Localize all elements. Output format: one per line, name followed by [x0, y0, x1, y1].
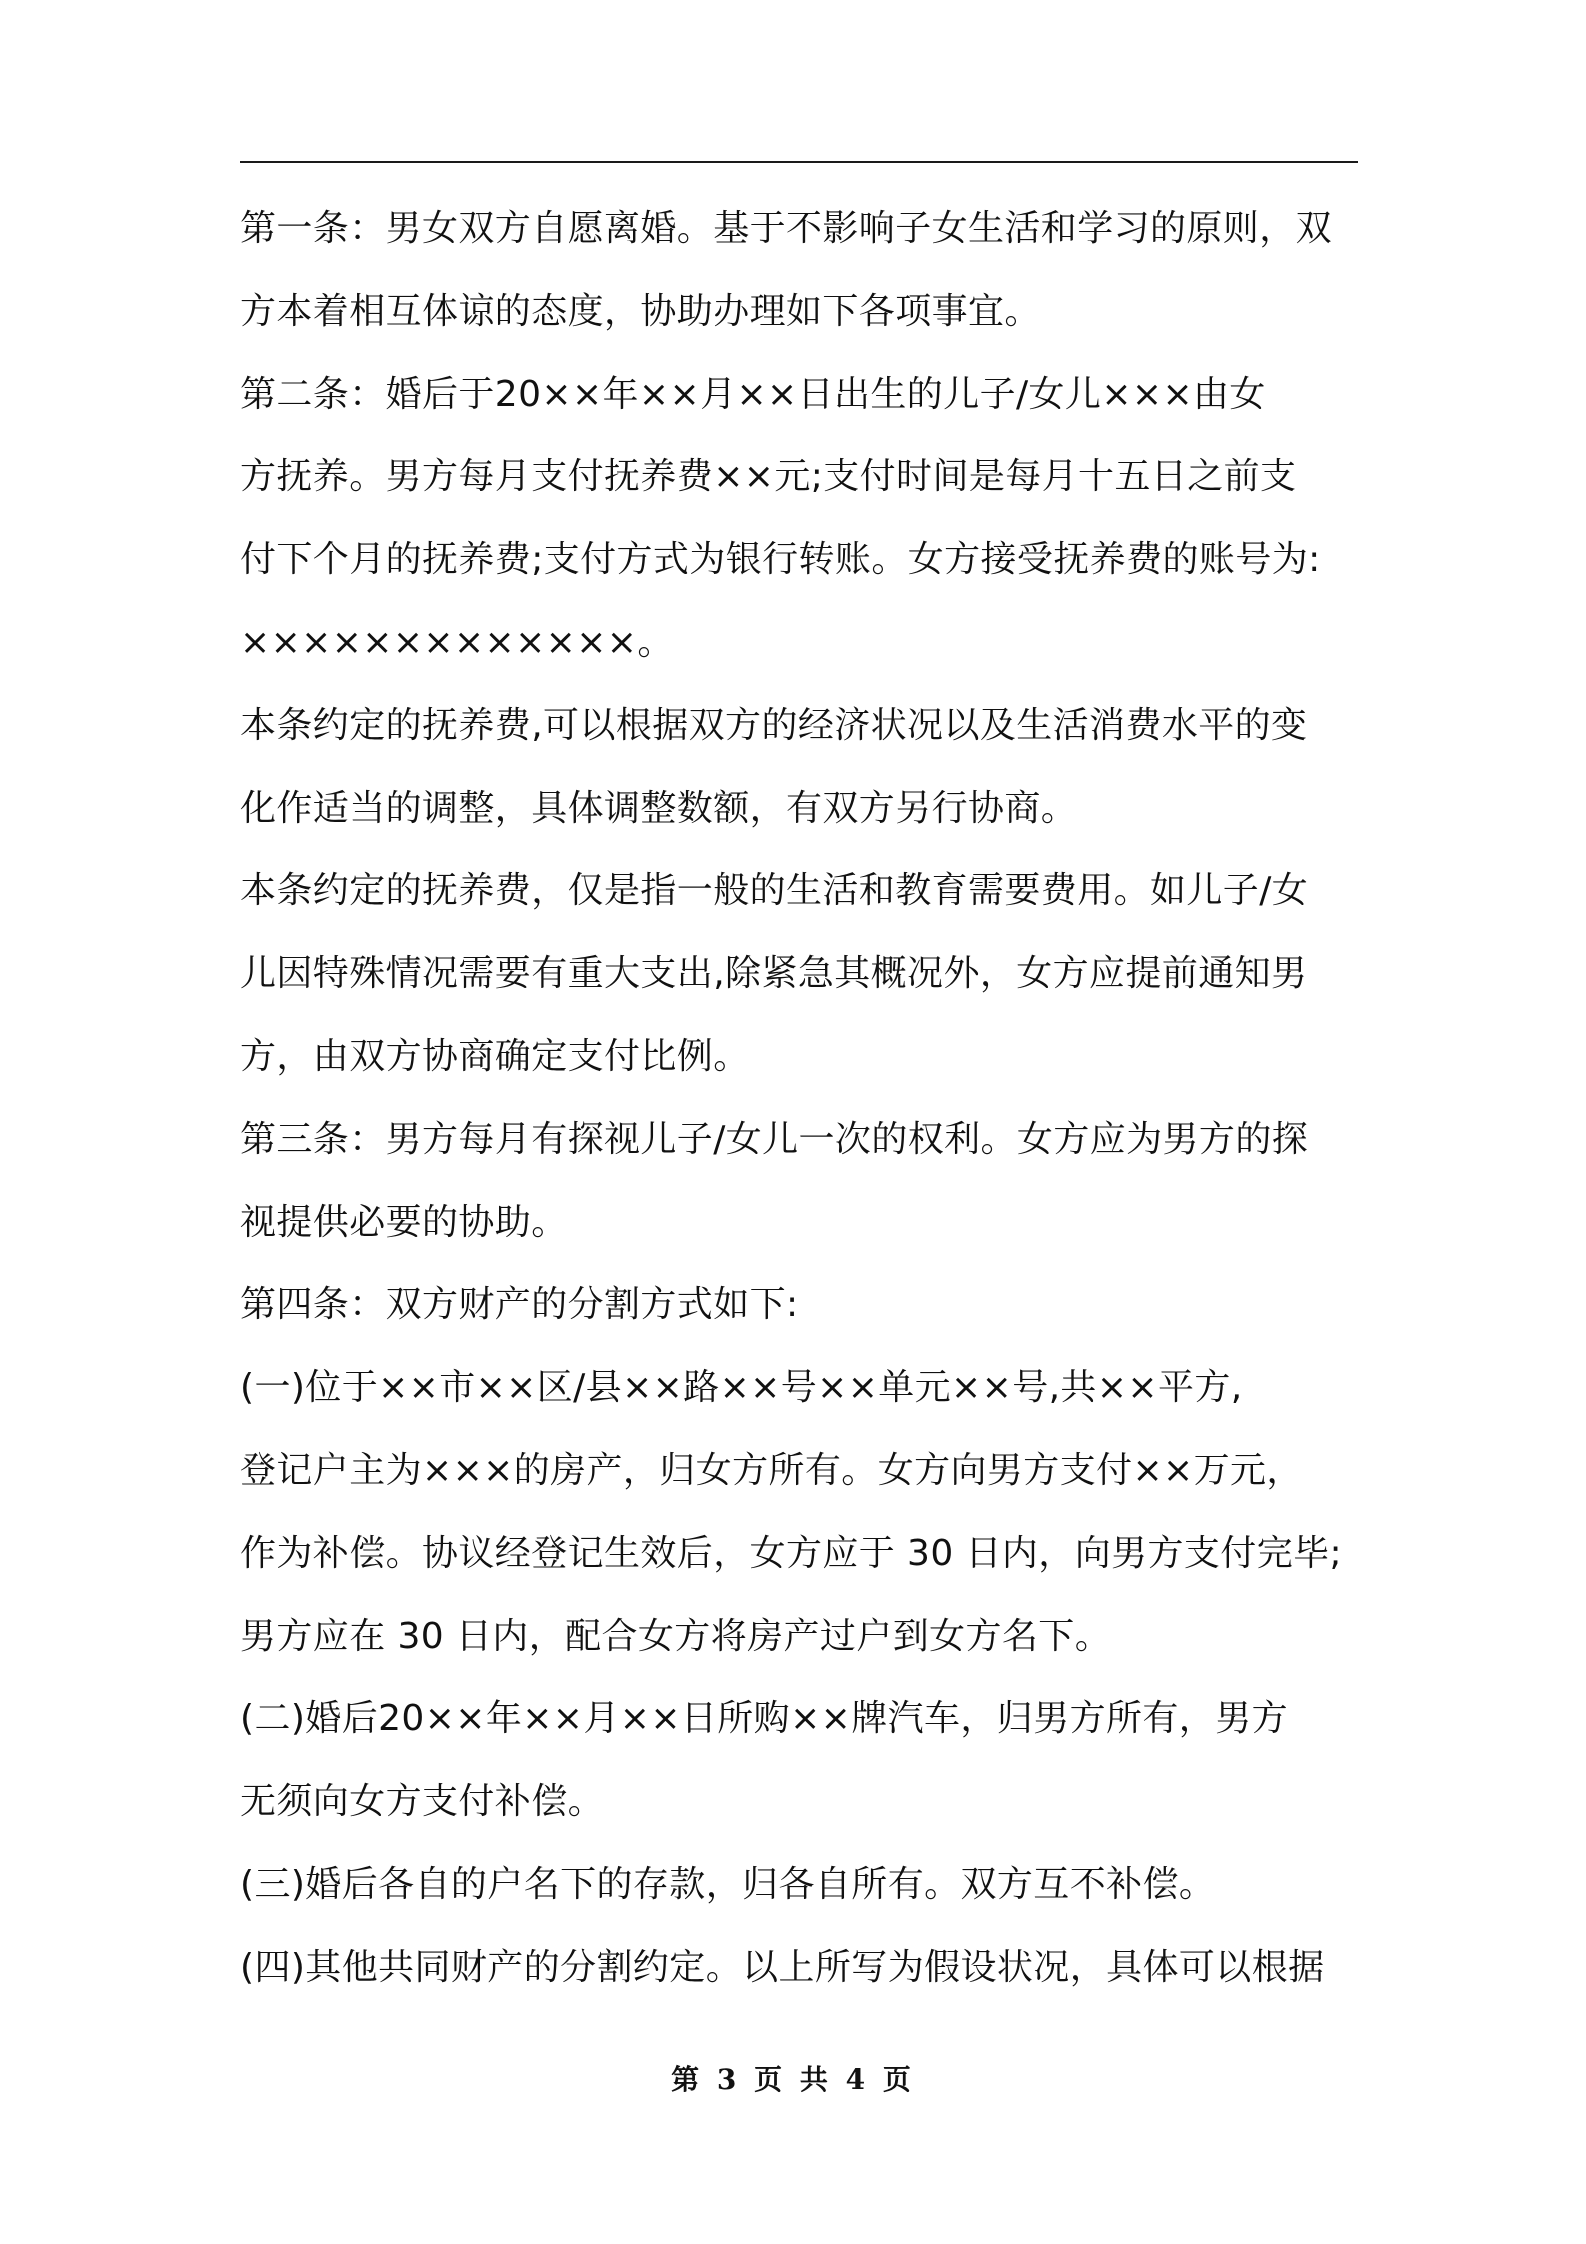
text-line: 第四条：双方财产的分割方式如下:: [240, 1284, 799, 1326]
text-line: 方本着相互体谅的态度，协助办理如下各项事宜。: [240, 290, 1041, 332]
text-line: 第三条：男方每月有探视儿子/女儿一次的权利。女方应为男方的探: [240, 1118, 1309, 1160]
page-number-footer: 第 3 页 共 4 页: [671, 2063, 915, 2096]
text-line: 男方应在 30 日内，配合女方将房产过户到女方名下。: [240, 1615, 1112, 1657]
text-line: 本条约定的抚养费，仅是指一般的生活和教育需要费用。如儿子/女: [240, 870, 1309, 912]
text-line: 付下个月的抚养费;支付方式为银行转账。女方接受抚养费的账号为:: [240, 539, 1321, 581]
text-line: 登记户主为×××的房产，归女方所有。女方向男方支付××万元，: [240, 1449, 1303, 1491]
header-rule: [240, 161, 1358, 163]
text-line: 儿因特殊情况需要有重大支出,除紧急其概况外，女方应提前通知男: [240, 953, 1308, 995]
text-line: 方抚养。男方每月支付抚养费××元;支付时间是每月十五日之前支: [240, 456, 1297, 498]
text-line: (一)位于××市××区/县××路××号××单元××号,共××平方,: [240, 1367, 1243, 1409]
text-line: 化作适当的调整，具体调整数额，有双方另行协商。: [240, 787, 1078, 829]
text-line: 作为补偿。协议经登记生效后，女方应于 30 日内，向男方支付完毕;: [240, 1532, 1343, 1574]
text-line: 本条约定的抚养费,可以根据双方的经济状况以及生活消费水平的变: [240, 704, 1308, 746]
text-line: 无须向女方支付补偿。: [240, 1781, 605, 1823]
text-line: (四)其他共同财产的分割约定。以上所写为假设状况，具体可以根据: [240, 1946, 1325, 1988]
document-body: [240, 188, 1380, 2010]
text-line: ×××××××××××××。: [240, 621, 674, 663]
text-line: (三)婚后各自的户名下的存款，归各自所有。双方互不补偿。: [240, 1863, 1216, 1905]
text-line: 第一条：男女双方自愿离婚。基于不影响子女生活和学习的原则，双: [240, 208, 1333, 249]
text-line: 方，由双方协商确定支付比例。: [240, 1035, 750, 1077]
text-line: 视提供必要的协助。: [240, 1201, 568, 1243]
text-line: 第二条：婚后于20××年××月××日出生的儿子/女儿×××由女: [240, 373, 1266, 415]
text-line: (二)婚后20××年××月××日所购××牌汽车，归男方所有，男方: [240, 1698, 1289, 1740]
